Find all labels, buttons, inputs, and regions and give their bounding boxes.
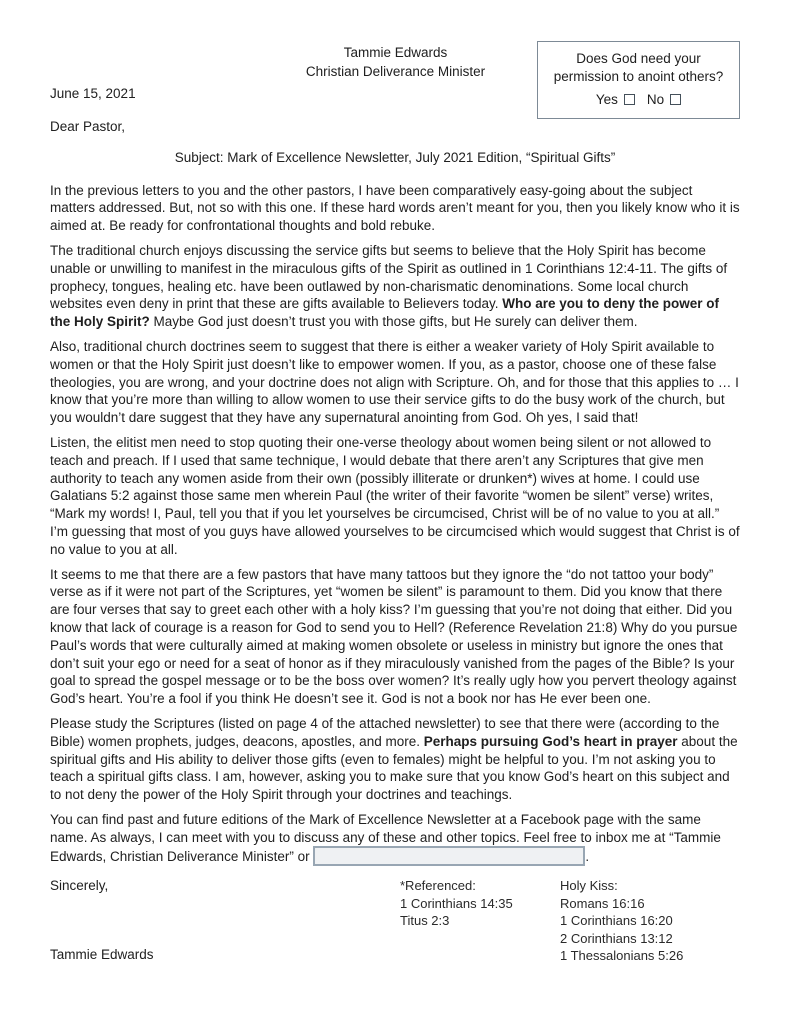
paragraph-5-text: It seems to me that there are a few pastors that have many tattoos but they ignore the “do not tattoo your body” verse as if it were not part of the Scriptures, yet “women be silent” is paramount to them. Did you know that there are four verses that say to greet each other with a holy kiss? I’m guessing that you’re not doing that either. Did you know that lack of courage is a reason for God to send you to Hell? (Reference Revelation 21:8) Why do you pursue Paul’s words that were culturally aimed at making women obsolete or useless in ministry but ignore the ones that don’t suit your ego or need for a seat of honor as if they miraculously vanished from the pages of the Bible? Is your goal to spread the gospel message or to be the boss over women? It’s really ugly how you pervert theology against God’s heart. You’re a fool if you think He doesn’t see it. God is not a book nor has He ever been one. — [50, 566, 738, 707]
letter-body — [50, 118, 740, 964]
paragraph-7-text: You can find past and future editions of the Mark of Excellence Newsletter at a Facebook page with the same name. As always, I can meet with you to discuss any of these and other topics. Feel free to inbox me at “Tammie Edwards, Christian Deliverance Minister” or — [50, 811, 721, 865]
paragraph-3-text: Also, traditional church doctrines seem to suggest that there is either a weaker variety of Holy Spirit available to women or that the Holy Spirit just doesn’t like to empower women. If you, as a pastor, choose one of these false theologies, you are wrong, and your doctrine does not align with Scripture. Oh, and for those that this applies to … I know that you’re more than willing to allow women to use their service gifts to do the busy work of the church, but you wouldn’t dare suggest that they have any supernatural anointing from God. Oh yes, I said that! — [50, 338, 739, 426]
holy-kiss-item: Romans 16:16 — [560, 895, 645, 911]
paragraph-2-text: The traditional church enjoys discussing the service gifts but seems to believe that the Holy Spirit has become unable or unwilling to manifest in the miraculous gifts of the Spirit as outlined in 1 Corinthians 12:4-11. The gifts of prophecy, tongues, healing etc. have been outlawed by non-charismatic denominations. Some local church websites even deny in print that these are gifts available to Believers today. — [50, 242, 728, 312]
paragraph-6 — [50, 715, 740, 804]
yes-checkbox[interactable] — [624, 94, 635, 105]
signature-name: Tammie Edwards — [50, 947, 154, 963]
paragraph-4-text: Listen, the elitist men need to stop quoting their one-verse theology about women being silent or not allowed to teach and preach. If I used that same technique, I would debate that there aren’t any Scriptures that give men authority to teach any women aside from their own (possibly illiterate or drunken*) wives at home. I could use Galatians 5:2 against those same men wherein Paul (the writer of their favorite “women be silent” verse) writes, “Mark my words! I, Paul, tell you that if you let yourselves be circumcised, Christ will be of no value to you at all.” I’m guessing that most of you guys have allowed yourselves to be circumcised which would suggest that Christ is of no value to you at all. — [50, 434, 740, 557]
paragraph-7-text-after: . — [585, 849, 590, 865]
paragraph-1-text: In the previous letters to you and the other pastors, I have been comparatively easy-going about the subject matters addressed. But, not so with this one. If these hard words aren’t meant for you, then you likely know who it is aimed at. Be ready for confrontational thoughts and bold rebuke. — [50, 182, 740, 234]
referenced-title: *Referenced: — [400, 878, 476, 894]
holy-kiss-item: 1 Thessalonians 5:26 — [560, 948, 684, 964]
paragraph-6-bold-text: Perhaps pursuing God’s heart in prayer — [423, 733, 678, 749]
paragraph-1 — [50, 182, 740, 235]
referenced-list — [400, 877, 513, 930]
sender-title: Christian Deliverance Minister — [305, 64, 486, 79]
closing-sincerely: Sincerely, — [50, 878, 109, 894]
holy-kiss-title: Holy Kiss: — [560, 878, 618, 894]
paragraph-2 — [50, 242, 740, 331]
holy-kiss-item: 2 Corinthians 13:12 — [560, 930, 673, 946]
anoint-question-box — [537, 41, 740, 119]
closing-section — [50, 877, 740, 964]
subject-line: Subject: Mark of Excellence Newsletter, July 2021 Edition, “Spiritual Gifts” — [174, 149, 616, 165]
referenced-item: 1 Corinthians 14:35 — [400, 895, 513, 911]
holy-kiss-list — [560, 877, 683, 965]
redacted-contact-box — [313, 846, 585, 866]
no-checkbox[interactable] — [670, 94, 681, 105]
no-label: No — [646, 92, 665, 107]
paragraph-6-text: Please study the Scriptures (listed on page 4 of the attached newsletter) to see that there were (according to the Bible) women prophets, judges, deacons, apostles, and more. — [50, 715, 720, 749]
anoint-options — [545, 91, 732, 109]
referenced-item: Titus 2:3 — [400, 913, 450, 929]
anoint-question: Does God need your permission to anoint others? — [553, 51, 724, 84]
letter-date: June 15, 2021 — [50, 86, 136, 101]
yes-label: Yes — [595, 92, 618, 107]
paragraph-2-text-after: Maybe God just doesn’t trust you with those gifts, but He surely can deliver them. — [149, 314, 638, 330]
sender-name: Tammie Edwards — [343, 45, 448, 60]
paragraph-6-text-after: about the spiritual gifts and His ability to deliver those gifts (even to females) might be helpful to you. I’m not asking you to teach a spiritual gifts class. I am, however, asking you to make sure that you know God’s heart on this subject and to not deny the power of the Holy Spirit through your doctrines and teachings. — [50, 733, 738, 803]
paragraph-2-bold-text: Who are you to deny the power of the Holy Spirit? — [50, 296, 720, 330]
holy-kiss-item: 1 Corinthians 16:20 — [560, 913, 673, 929]
paragraph-7 — [50, 811, 740, 867]
paragraph-4 — [50, 434, 740, 559]
salutation: Dear Pastor, — [50, 119, 126, 134]
paragraph-5 — [50, 566, 740, 708]
paragraph-3 — [50, 338, 740, 427]
